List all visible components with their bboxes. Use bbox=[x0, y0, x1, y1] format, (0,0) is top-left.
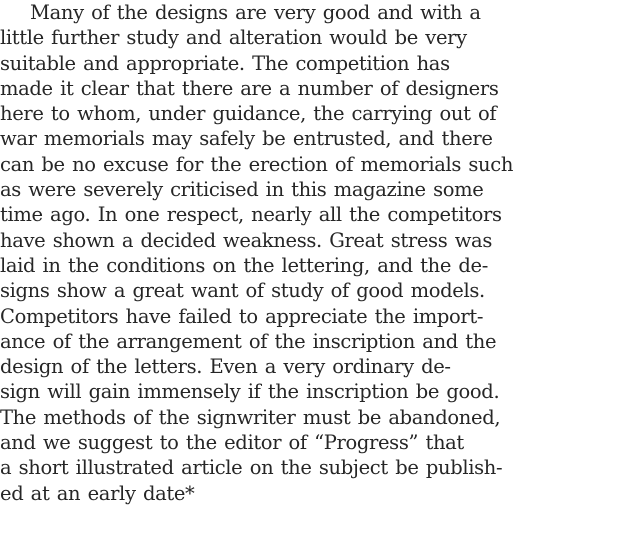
paragraph-line-6: war memorials may safely be entrusted, and there bbox=[0, 127, 493, 151]
paragraph-line-1: Many of the designs are very good and with a bbox=[30, 1, 481, 24]
paragraph-line-11: laid in the conditions on the lettering, and the de- bbox=[0, 253, 488, 277]
paragraph-line-15: design of the letters. Even a very ordinary de- bbox=[0, 355, 451, 379]
paragraph-line-3: suitable and appropriate. The competition has bbox=[0, 51, 450, 75]
paragraph-line-17: The methods of the signwriter must be abandoned, bbox=[0, 405, 501, 429]
paragraph-line-20: ed at an early date* bbox=[0, 481, 195, 505]
paragraph-line-10: have shown a decided weakness. Great stress was bbox=[0, 228, 492, 252]
paragraph-line-19: a short illustrated article on the subject be publish- bbox=[0, 456, 503, 480]
paragraph-line-14: ance of the arrangement of the inscription and the bbox=[0, 329, 497, 353]
paragraph-line-12: signs show a great want of study of good models. bbox=[0, 279, 485, 303]
paragraph-line-9: time ago. In one respect, nearly all the competitors bbox=[0, 203, 502, 227]
paragraph-line-16: sign will gain immensely if the inscription be good. bbox=[0, 380, 500, 404]
paragraph-line-2: little further study and alteration would be very bbox=[0, 26, 467, 50]
paragraph-line-18: and we suggest to the editor of “Progress” that bbox=[0, 431, 464, 455]
paragraph-line-7: can be no excuse for the erection of memorials such bbox=[0, 152, 514, 176]
paragraph-line-13: Competitors have failed to appreciate the import- bbox=[0, 304, 484, 328]
paragraph-line-5: here to whom, under guidance, the carrying out of bbox=[0, 102, 497, 126]
paragraph-line-4: made it clear that there are a number of designers bbox=[0, 76, 499, 100]
paragraph-line-8: as were severely criticised in this magazine some bbox=[0, 178, 484, 202]
